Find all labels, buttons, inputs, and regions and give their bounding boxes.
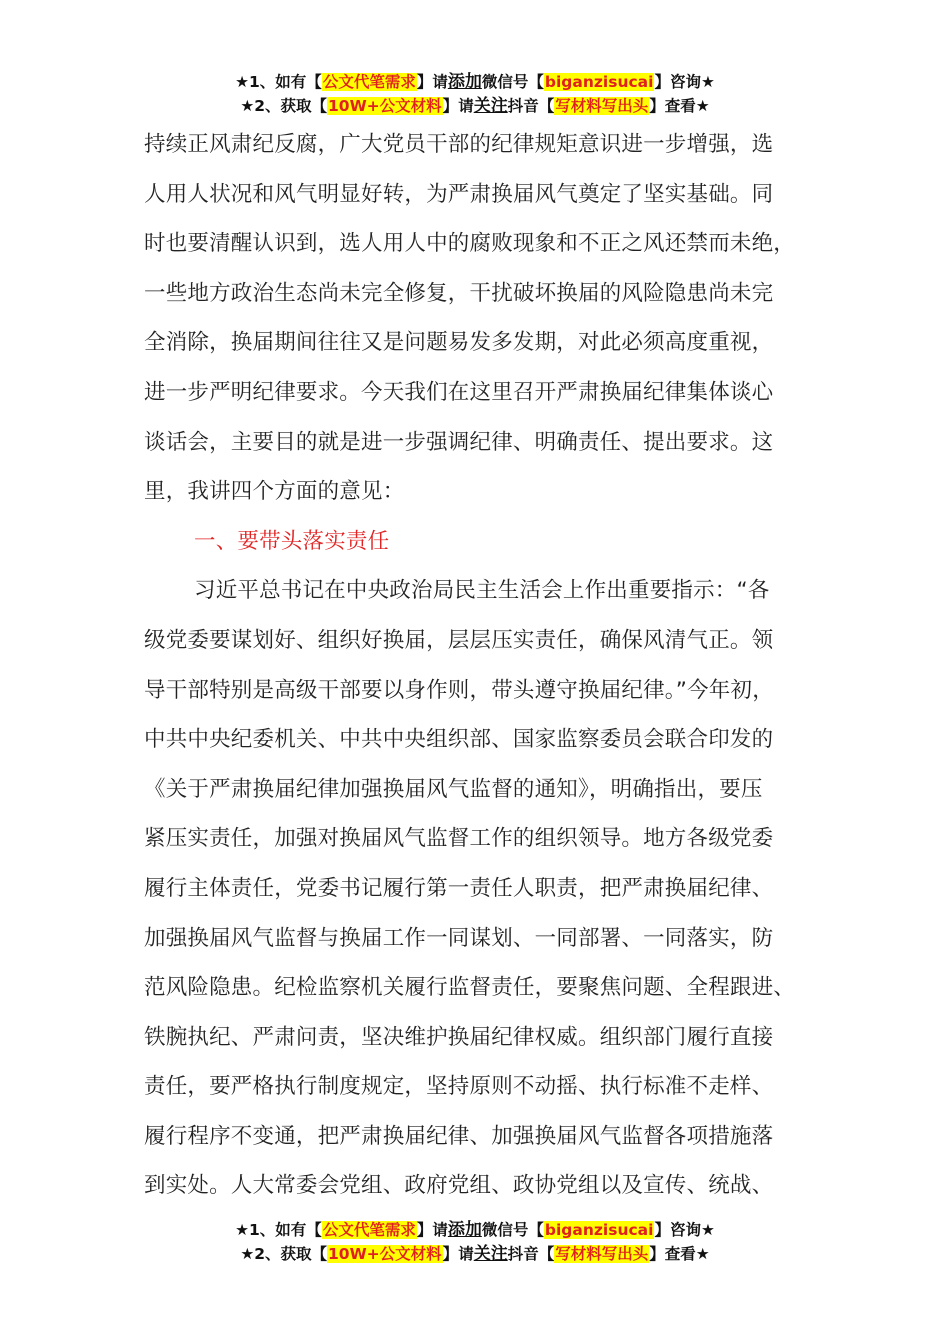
highlight-materials: 10W+公文材料 bbox=[328, 97, 442, 115]
highlight-douyin-account: 写材料写出头 bbox=[555, 1245, 649, 1263]
banner-line-2 bbox=[0, 1242, 950, 1266]
footer-banner bbox=[0, 1218, 950, 1266]
bracket: 】 bbox=[416, 1221, 433, 1239]
highlight-douyin-account: 写材料写出头 bbox=[555, 97, 649, 115]
body-line: 人用人状况和风气明显好转，为严肃换届风气奠定了坚实基础。同 bbox=[144, 181, 774, 207]
banner-text: ★2、获取 bbox=[240, 97, 312, 115]
body-line: 进一步严明纪律要求。今天我们在这里召开严肃换届纪律集体谈心 bbox=[144, 379, 774, 405]
body-line: 里，我讲四个方面的意见： bbox=[144, 479, 405, 505]
body-line: 到实处。人大常委会党组、政府党组、政协党组以及宣传、统战、 bbox=[144, 1173, 774, 1199]
body-line: 级党委要谋划好、组织好换届，层层压实责任，确保风清气正。领 bbox=[144, 627, 774, 653]
body-line: 紧压实责任，加强对换届风气监督工作的组织领导。地方各级党委 bbox=[144, 826, 774, 852]
banner-text: ★1、如有 bbox=[235, 1221, 307, 1239]
banner-text: 抖音 bbox=[507, 1245, 539, 1263]
banner-text: 请 bbox=[458, 1245, 474, 1263]
body-line: 习近平总书记在中央政治局民主生活会上作出重要指示：“各 bbox=[194, 578, 770, 604]
bracket: 【 bbox=[538, 97, 555, 115]
highlight-wechat-id: biganzisucai bbox=[544, 1221, 654, 1239]
body-line: 《关于严肃换届纪律加强换届风气监督的通知》，明确指出，要压 bbox=[144, 776, 763, 802]
banner-text: 咨询★ bbox=[669, 73, 715, 91]
bracket: 】 bbox=[654, 1221, 670, 1239]
body-line: 履行主体责任，党委书记履行第一责任人职责，把严肃换届纪律、 bbox=[144, 875, 774, 901]
banner-text: 请 bbox=[432, 73, 448, 91]
banner-text: ★1、如有 bbox=[235, 73, 307, 91]
bracket: 【 bbox=[538, 1245, 555, 1263]
banner-text: 咨询★ bbox=[669, 1221, 715, 1239]
highlight-service: 公文代笔需求 bbox=[322, 73, 416, 91]
banner-text: 请 bbox=[432, 1221, 448, 1239]
body-line: 全消除，换届期间往往又是问题易发多发期，对此必须高度重视， bbox=[144, 330, 774, 356]
body-line: 履行程序不变通，把严肃换届纪律、加强换届风气监督各项措施落 bbox=[144, 1123, 774, 1149]
body-line: 谈话会，主要目的就是进一步强调纪律、明确责任、提出要求。这 bbox=[144, 429, 774, 455]
bracket: 【 bbox=[306, 73, 322, 91]
header-banner bbox=[0, 70, 950, 118]
body-line: 范风险隐患。纪检监察机关履行监督责任，要聚焦问题、全程跟进、 bbox=[144, 975, 796, 1001]
banner-text: 查看★ bbox=[664, 1245, 710, 1263]
banner-line-2 bbox=[0, 94, 950, 118]
bracket: 【 bbox=[528, 1221, 544, 1239]
banner-underlined: 关注 bbox=[473, 1244, 508, 1264]
banner-line-1 bbox=[0, 70, 950, 94]
banner-text: ★2、获取 bbox=[240, 1245, 312, 1263]
bracket: 【 bbox=[311, 97, 328, 115]
banner-line-1 bbox=[0, 1218, 950, 1242]
bracket: 【 bbox=[311, 1245, 328, 1263]
banner-text: 查看★ bbox=[664, 97, 710, 115]
body-line: 一些地方政治生态尚未完全修复，干扰破坏换届的风险隐患尚未完 bbox=[144, 280, 774, 306]
banner-text: 微信号 bbox=[481, 73, 529, 91]
banner-text: 请 bbox=[458, 97, 474, 115]
bracket: 】 bbox=[416, 73, 433, 91]
bracket: 】 bbox=[442, 1245, 459, 1263]
highlight-wechat-id: biganzisucai bbox=[544, 73, 654, 91]
section-heading: 一、要带头落实责任 bbox=[194, 528, 390, 554]
body-line: 导干部特别是高级干部要以身作则，带头遵守换届纪律。”今年初， bbox=[144, 677, 774, 703]
body-line: 时也要清醒认识到，选人用人中的腐败现象和不正之风还禁而未绝， bbox=[144, 231, 796, 257]
body-line: 铁腕执纪、严肃问责，坚决维护换届纪律权威。组织部门履行直接 bbox=[144, 1024, 774, 1050]
body-line: 加强换届风气监督与换届工作一同谋划、一同部署、一同落实，防 bbox=[144, 925, 774, 951]
highlight-materials: 10W+公文材料 bbox=[328, 1245, 442, 1263]
bracket: 】 bbox=[649, 1245, 665, 1263]
banner-text: 微信号 bbox=[481, 1221, 529, 1239]
banner-text: 抖音 bbox=[507, 97, 539, 115]
document-body bbox=[144, 120, 812, 1211]
highlight-service: 公文代笔需求 bbox=[322, 1221, 416, 1239]
bracket: 】 bbox=[654, 73, 670, 91]
bracket: 】 bbox=[442, 97, 459, 115]
bracket: 【 bbox=[306, 1221, 322, 1239]
body-line: 持续正风肃纪反腐，广大党员干部的纪律规矩意识进一步增强，选 bbox=[144, 132, 774, 157]
bracket: 【 bbox=[528, 73, 544, 91]
bracket: 】 bbox=[649, 97, 665, 115]
body-line: 中共中央纪委机关、中共中央组织部、国家监察委员会联合印发的 bbox=[144, 727, 774, 753]
banner-underlined: 添加 bbox=[447, 72, 482, 92]
banner-underlined: 关注 bbox=[473, 96, 508, 116]
body-line: 责任，要严格执行制度规定，坚持原则不动摇、执行标准不走样、 bbox=[144, 1074, 774, 1100]
banner-underlined: 添加 bbox=[447, 1220, 482, 1240]
